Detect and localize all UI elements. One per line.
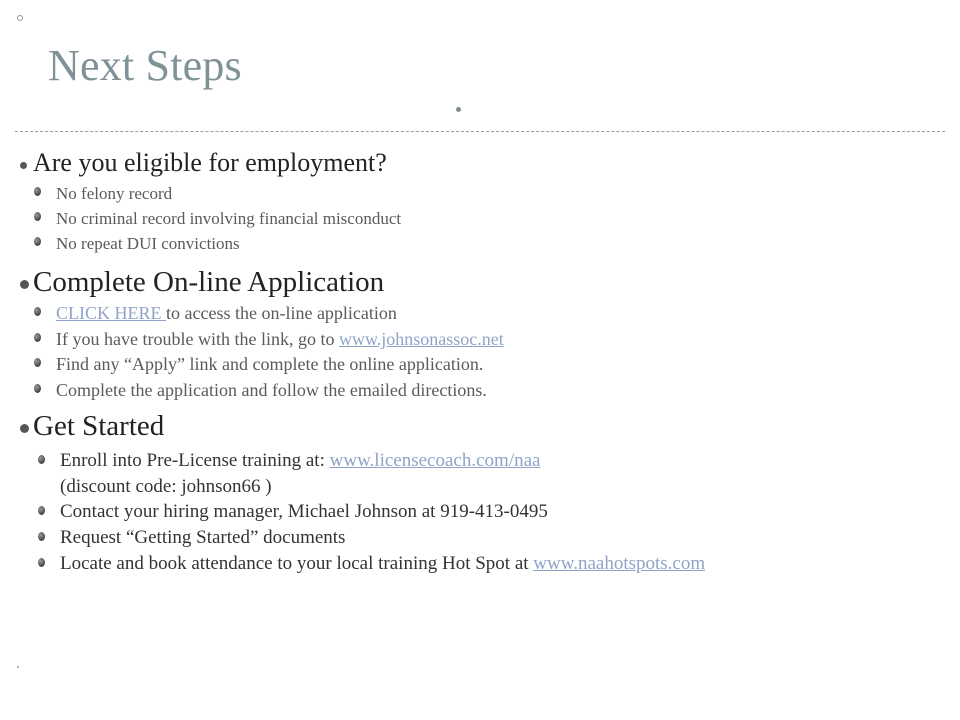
sub-bullet-icon <box>38 532 45 541</box>
sub-bullet-icon <box>34 237 41 246</box>
bullet-icon <box>20 280 29 289</box>
bullet-icon <box>20 424 29 433</box>
list-item: Find any “Apply” link and complete the online application. <box>56 354 484 374</box>
list-item: Complete the application and follow the emailed directions. <box>56 380 487 400</box>
sub-bullet-icon <box>34 333 41 342</box>
list-item: Contact your hiring manager, Michael Johnson at 919-413-0495 <box>60 501 548 522</box>
sub-bullet-icon <box>34 212 41 221</box>
sub-bullet-icon <box>34 307 41 316</box>
discount-code: (discount code: johnson66 ) <box>60 476 272 497</box>
click-here-link[interactable]: CLICK HERE <box>56 303 166 323</box>
divider-line <box>15 131 945 132</box>
list-item: Enroll into Pre-License training at: www.licensecoach.com/naa <box>60 450 541 471</box>
naahotspots-link[interactable]: www.naahotspots.com <box>533 553 706 574</box>
page-title: Next Steps <box>48 41 242 90</box>
johnsonassoc-link[interactable]: www.johnsonassoc.net <box>338 329 504 349</box>
list-item: No felony record <box>56 184 173 203</box>
licensecoach-link[interactable]: www.licensecoach.com/naa <box>329 450 541 471</box>
sub-bullet-icon <box>38 506 45 515</box>
sub-bullet-icon <box>34 384 41 393</box>
corner-dot <box>17 15 23 21</box>
section-heading-application: Complete On-line Application <box>20 268 384 297</box>
list-item: CLICK HERE to access the on-line application <box>56 303 397 323</box>
list-item: Request “Getting Started” documents <box>60 527 346 548</box>
list-item: No repeat DUI convictions <box>56 234 240 253</box>
list-item: If you have trouble with the link, go to www.johnsonassoc.net <box>56 329 504 349</box>
section-heading-get-started: Get Started <box>20 412 164 441</box>
sub-bullet-icon <box>38 455 45 464</box>
sub-bullet-icon <box>34 187 41 196</box>
section-heading-eligibility: Are you eligible for employment? <box>20 150 387 176</box>
list-item: Locate and book attendance to your local training Hot Spot at www.naahotspots.com <box>60 553 706 574</box>
bullet-icon <box>20 162 27 169</box>
sub-bullet-icon <box>38 558 45 567</box>
list-item: No criminal record involving financial misconduct <box>56 209 402 228</box>
sub-bullet-icon <box>34 358 41 367</box>
title-dot <box>456 107 461 112</box>
footer-dot <box>17 666 19 668</box>
